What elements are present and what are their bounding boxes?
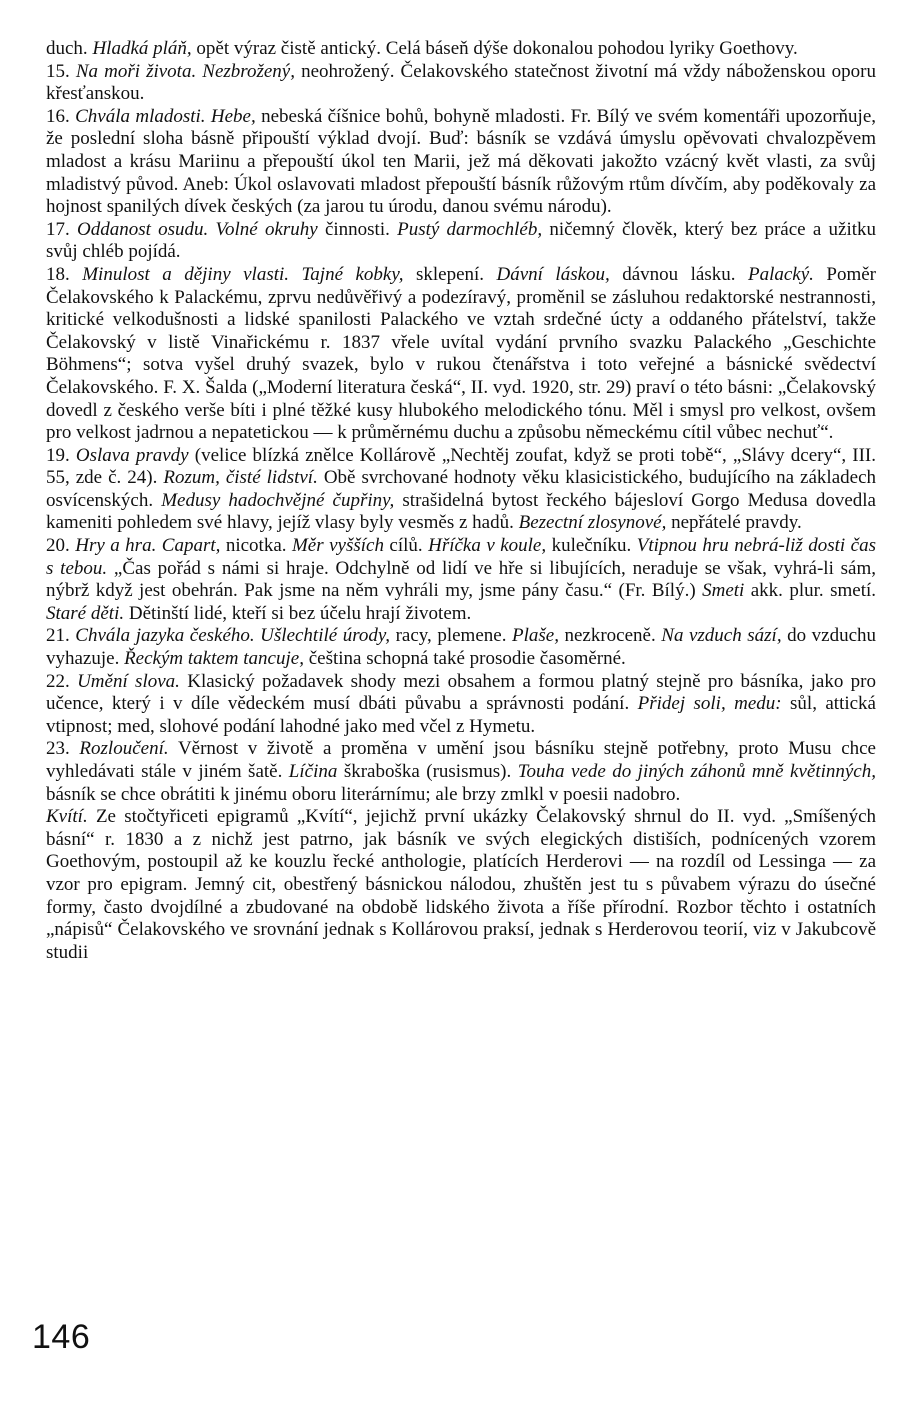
paragraph: [46, 219, 876, 264]
italic-run: Umění slova.: [77, 670, 180, 692]
paragraph: [46, 738, 876, 806]
text-run: Obě svrchované hodnoty věku klasicistického, budujícího na základech osvícenských.: [46, 467, 876, 511]
italic-run: Rozum, čisté lidství.: [163, 467, 318, 489]
text-run: neohrožený. Čelakovského statečnost životní má vždy náboženskou oporu křesťanskou.: [46, 60, 877, 105]
text-run: Poměr Čelakovského k Palackému, zprvu nedůvěřivý a podezíravý, proměnil se zásluhou redaktorské nestrannosti, kritické velkodušnosti a lidské spanilosti Palackého ve vztah srdečné úcty a oddaného přátelství, takže Čelakovský v listě Vinařickému r. 1837 vřele uvítal vydání prvního svazku Palackého „Geschichte Böhmens“; sotva vyšel druhý svazek, bylo v rukou čtenářstva i toto veřejné a básnické svědectví Čelakovského. F. X. Šalda („Moderní literatura česká“, II. vyd. 1920, str. 29) praví o této básni: „Čelakovský dovedl z českého verše bíti i plné těžké kusy hlubokého melodického tónu. Měl i smysl pro velkost, ovšem pro velkost jadrnou a nepatetickou — k průměrnému duchu a způsobu německému cítil vůbec nechuť“.: [46, 263, 876, 444]
italic-run: Chvála jazyka českého. Ušlechtilé úrody,: [75, 625, 391, 647]
text-run: nebeská číšnice bohů, bohyně mladosti. Fr. Bílý ve svém komentáři upozorňuje, že poslední sloha básně připouští výklad dvojí. Buď: básník se vzdává úmyslu opěvovati chvalozpěvem mladost a krásu Mariinu a přepouští úkol ten Marii, jež má děkovati jakožto vzácný květ vlasti, za svůj mladistvý původ. Aneb: Úkol oslavovati mladost přepouští básník růžovým rtům dívčím, aby poděkovaly za hojnost spanilých dívek českých (za jarou tu úrodu, danou svému národu).: [46, 105, 877, 218]
italic-run: Líčina: [288, 761, 338, 782]
text-run: ničemný člověk, který bez práce a užitku svůj chléb pojídá.: [46, 218, 877, 263]
italic-run: Staré děti.: [46, 602, 125, 624]
italic-run: Touha vede do jiných záhonů mně květinných,: [517, 761, 876, 782]
text-run: nepřátelé pravdy.: [666, 512, 802, 534]
italic-run: Přidej soli, medu:: [637, 693, 782, 715]
paragraph: [46, 806, 876, 964]
italic-run: Řeckým taktem tancuje,: [124, 648, 304, 670]
paragraph: [46, 38, 876, 61]
text-run: cílů.: [383, 535, 429, 557]
paragraph: [46, 445, 876, 535]
italic-run: Smeti: [702, 580, 745, 602]
paragraph: [46, 535, 876, 625]
text-run: akk. plur. smetí.: [744, 580, 877, 602]
italic-run: Dávní láskou,: [496, 263, 610, 285]
text-run: 15.: [46, 60, 76, 82]
italic-run: Na vzduch sází,: [661, 625, 782, 647]
italic-run: Pustý darmochléb,: [397, 218, 543, 240]
italic-run: Medusy hadochvějné čupřiny,: [161, 489, 395, 511]
text-run: Dětinští lidé, kteří si bez účelu hrají životem.: [124, 602, 472, 624]
paragraph: [46, 625, 876, 670]
text-run: Ze stočtyřiceti epigramů „Kvítí“, jejichž první ukázky Čelakovský shrnul do II. vyd. „Smíšených básní“ r. 1830 a z nichž jest patrno, jak básník ve svých elegických distiších, podnícených vzorem Goethovým, postoupil až ke kouzlu řecké anthologie, platících Herderovi — na rozdíl od Lessinga — za vzor pro epigram. Jemný cit, obestřený básnickou nálodou, zhuštěn jest tu s půvabem výrazu do úsečné formy, často dvojdílné a zbudované na obdobě lidského života a říše přírodní. Rozbor těchto i ostatních „nápisů“ Čelakovského ve srovnání jednak s Kollárovou praksí, jednak s Herderovou teorií, viz v Jakubcově studii: [46, 806, 876, 963]
text-run: 19.: [46, 444, 76, 466]
text-run: čeština schopná také prosodie časoměrné.: [303, 648, 626, 670]
italic-run: Plaše,: [511, 625, 559, 647]
text-run: racy, plemene.: [390, 625, 512, 647]
text-run: 18.: [46, 263, 83, 285]
italic-run: Minulost a dějiny vlasti. Tajné kobky,: [82, 263, 404, 285]
italic-run: Oddanost osudu. Volné okruhy: [77, 218, 318, 240]
text-run: do vzduchu vyhazuje.: [46, 625, 877, 670]
italic-run: Hry a hra. Capart,: [75, 535, 221, 557]
italic-run: Vtipnou hru nebrá-liž dosti čas s tebou.: [46, 535, 876, 579]
italic-run: Hladká pláň,: [92, 38, 192, 59]
italic-run: Chvála mladosti. Hebe,: [75, 105, 256, 127]
text-run: činnosti.: [317, 218, 398, 240]
text-run: 17.: [46, 218, 77, 240]
text-run: škraboška (rusismus).: [337, 761, 518, 782]
text-run: 21.: [46, 625, 76, 647]
text-run: opět výraz čistě antický. Celá báseň dýše dokonalou pohodou lyriky Goethovy.: [191, 38, 798, 59]
text-run: nicotka.: [220, 535, 292, 557]
text-run: duch.: [46, 38, 93, 59]
text-run: 23.: [46, 738, 80, 760]
text-run: strašidelná bytost řeckého bájesloví Gorgo Medusa dovedla kameniti pohledem své hlavy, jejíž vlasy byly vesměs z hadů.: [46, 489, 876, 534]
text-run: „Čas pořád s námi si hraje. Odchylně od lidí ve hře si libujících, neraduje se však, vyhrá-li sám, nýbrž když jest obehrán. Pak jsme na něm vyhráli my, jsme pány času.“ (Fr. Bílý.): [46, 557, 876, 602]
body-text: [46, 38, 876, 964]
italic-run: Na moři života. Nezbrožený,: [75, 60, 295, 82]
italic-run: Palacký.: [747, 263, 814, 285]
paragraph: [46, 106, 876, 219]
italic-run: Rozloučení.: [79, 738, 169, 760]
italic-run: Oslava pravdy: [75, 444, 189, 466]
text-run: dávnou lásku.: [609, 263, 748, 285]
text-run: 20.: [46, 535, 76, 557]
text-run: Věrnost v životě a proměna v umění jsou básníku stejně potřebny, proto Musu chce vyhledávati stále v jiném šatě.: [46, 738, 876, 782]
paragraph: [46, 264, 876, 445]
text-run: Klasický požadavek shody mezi obsahem a formou platný stejně pro básníka, jako pro učence, který i v díle vědeckém musí dbáti půvabu a správnosti podání.: [46, 670, 876, 715]
text-run: sůl, attická vtipnost; med, slohové podání lahodné jako med včel z Hymetu.: [46, 693, 876, 737]
text-run: (velice blízká znělce Kollárově „Nechtěj zoufat, když se proti tobě“, „Slávy dcery“, III. 55, zde č. 24).: [46, 444, 877, 489]
paragraph: [46, 671, 876, 739]
italic-run: Kvítí.: [46, 806, 88, 828]
paragraph: [46, 61, 876, 106]
page-number: 146: [32, 1318, 91, 1356]
italic-run: Hříčka v koule,: [428, 535, 547, 557]
text-run: 22.: [46, 670, 78, 692]
italic-run: Měr vyšších: [291, 535, 384, 557]
text-run: 16.: [46, 105, 76, 127]
text-run: básník se chce obrátiti k jinému oboru literárnímu; ale brzy zmlkl v poesii nadobro.: [46, 783, 681, 805]
italic-run: Bezectní zlosynové,: [518, 512, 667, 534]
text-run: kulečníku.: [546, 535, 637, 557]
text-run: sklepení.: [403, 263, 497, 285]
text-run: nezkroceně.: [558, 625, 662, 647]
